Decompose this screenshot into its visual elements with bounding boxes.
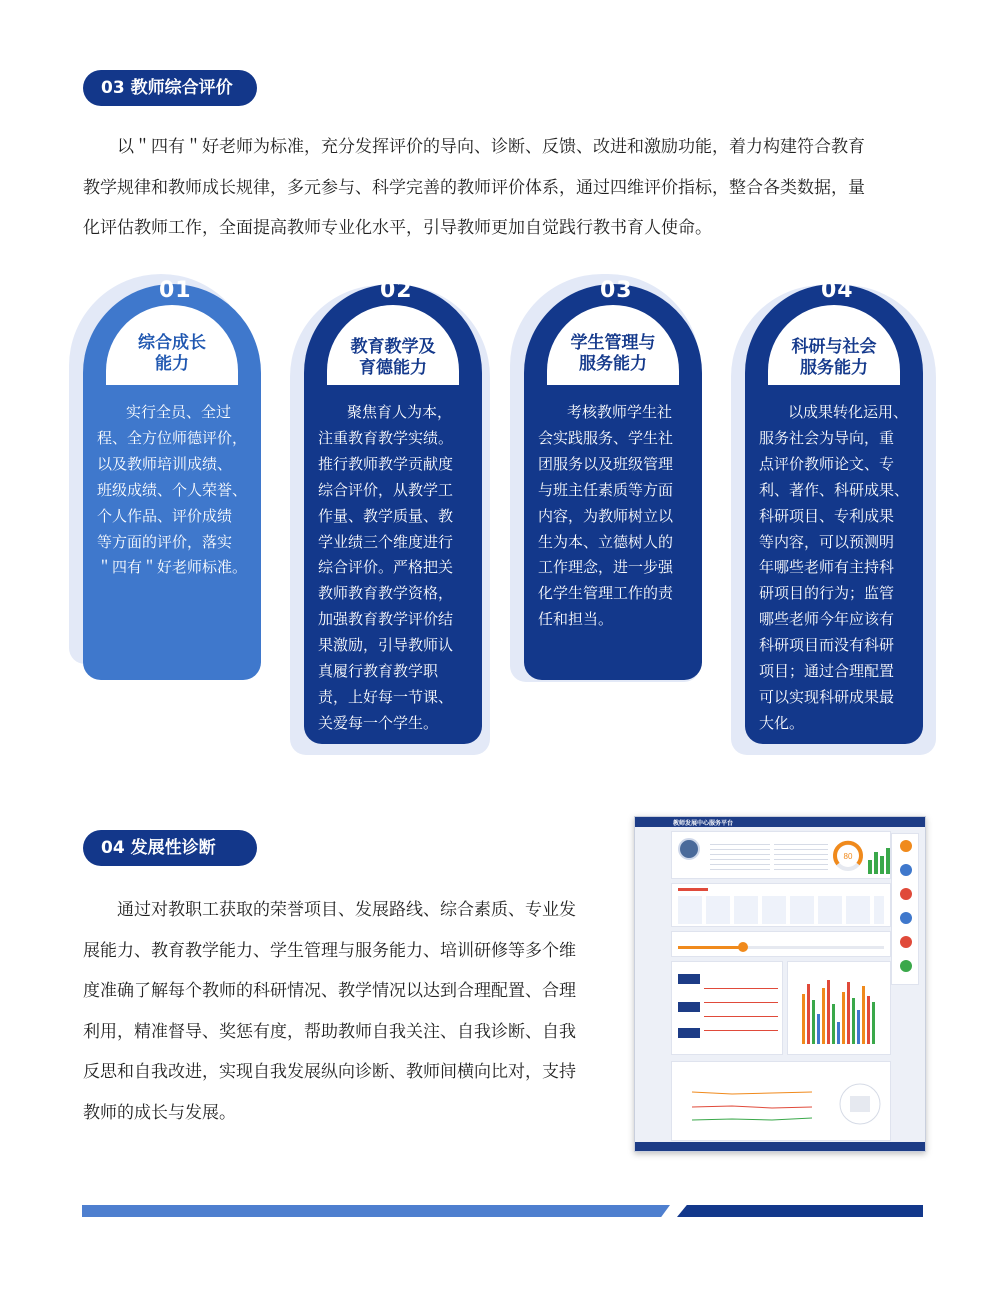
side-icon	[900, 960, 912, 972]
bottom-bar-light	[82, 1205, 670, 1217]
card-4-number: 04	[821, 278, 854, 303]
info-lines	[774, 840, 828, 872]
bottom-bar-dark	[677, 1205, 923, 1217]
card-2-body: 聚焦育人为本， 注重教育教学实绩。 推行教师教学贡献度 综合评价，从教学工 作量、教学质量、教 学业绩三个维度进行 综合评价。严格把关 教师教育教学资格， 加强教育教学评价结 果激励，引导教师认 真履行教育教学职 责，上好每一节课、 关爱每一个学生。	[318, 403, 454, 732]
section-3-paragraph	[83, 127, 923, 249]
card-1-title: 综合成长 能力	[106, 305, 238, 385]
side-icon	[900, 864, 912, 876]
dashboard-screenshot	[634, 816, 926, 1152]
paragraph-line: 利用，精准督导、奖惩有度，帮助教师自我关注、自我诊断、自我	[83, 1021, 576, 1042]
avatar	[678, 838, 700, 860]
card-2	[304, 278, 482, 744]
card-3-body: 考核教师学生社 会实践服务、学生社 团服务以及班级管理 与班主任素质等方面 内容，为教师树立以 生为本、立德树人的 工作理念，进一步强 化学生管理工作的责 任和担当。	[538, 403, 674, 629]
card-2-title: 教育教学及 育德能力	[327, 305, 459, 385]
info-lines	[710, 840, 770, 872]
paragraph-line: 通过对教职工获取的荣誉项目、发展路线、综合素质、专业发	[117, 900, 576, 920]
side-icon	[900, 912, 912, 924]
dashboard-title: 教师发展中心服务平台	[673, 820, 734, 827]
line-chart-panel	[671, 1061, 891, 1141]
side-icon	[900, 840, 912, 852]
paragraph-line: 反思和自我改进，实现自我发展纵向诊断、教师间横向比对，支持	[83, 1062, 576, 1082]
paragraph-line: 教师的成长与发展。	[83, 1102, 236, 1123]
side-icon	[900, 888, 912, 900]
card-3-number: 03	[600, 278, 633, 303]
line-chart	[672, 1062, 892, 1142]
card-3	[524, 278, 702, 680]
progress-panel	[671, 931, 891, 957]
flow-panel	[671, 961, 783, 1055]
mini-bar-chart	[868, 846, 890, 874]
card-1-body: 实行全员、全过 程、全方位师德评价， 以及教师培训成绩、 班级成绩、个人荣誉、 个人作品、评价成绩 等方面的评价，落实 ＂四有＂好老师标准。	[97, 403, 248, 577]
section-4-paragraph	[83, 890, 613, 1133]
honors-panel	[671, 883, 891, 927]
paragraph-line: 以＂四有＂好老师为标准，充分发挥评价的导向、诊断、反馈、改进和激励功能，着力构建符合教育	[117, 137, 865, 157]
paragraph-line: 化评估教师工作，全面提高教师专业化水平，引导教师更加自觉践行教书育人使命。	[83, 218, 712, 238]
side-icon	[900, 936, 912, 948]
section-4-title: 04 发展性诊断	[83, 830, 257, 866]
score-gauge	[830, 838, 866, 874]
card-3-title: 学生管理与 服务能力	[547, 305, 679, 385]
dashboard-side-menu	[891, 833, 919, 985]
profile-panel	[671, 831, 891, 879]
dashboard-footer	[635, 1142, 926, 1151]
card-4	[745, 278, 923, 744]
card-1	[83, 278, 261, 680]
card-1-number: 01	[159, 278, 192, 303]
paragraph-line: 教学规律和教师成长规律，多元参与、科学完善的教师评价体系，通过四维评价指标，整合各类数据，量	[83, 177, 865, 198]
card-4-body: 以成果转化运用、 服务社会为导向，重 点评价教师论文、专 利、著作、科研成果、 科研项目、专利成果 等内容，可以预测明 年哪些老师有主持科 研项目的行为；监管 哪些老师今年应该有 科研项目而没有科研 项目；通过合理配置 可以实现科研成果最 大化。	[759, 403, 910, 732]
card-4-title: 科研与社会 服务能力	[768, 305, 900, 385]
paragraph-line: 度准确了解每个教师的科研情况、教学情况以达到合理配置、合理	[83, 981, 576, 1001]
svg-text:80: 80	[843, 852, 853, 861]
paragraph-line: 展能力、教育教学能力、学生管理与服务能力、培训研修等多个维	[83, 940, 576, 961]
section-3-title: 03 教师综合评价	[83, 70, 257, 106]
bar-chart-panel	[787, 961, 891, 1055]
card-2-number: 02	[380, 278, 413, 303]
